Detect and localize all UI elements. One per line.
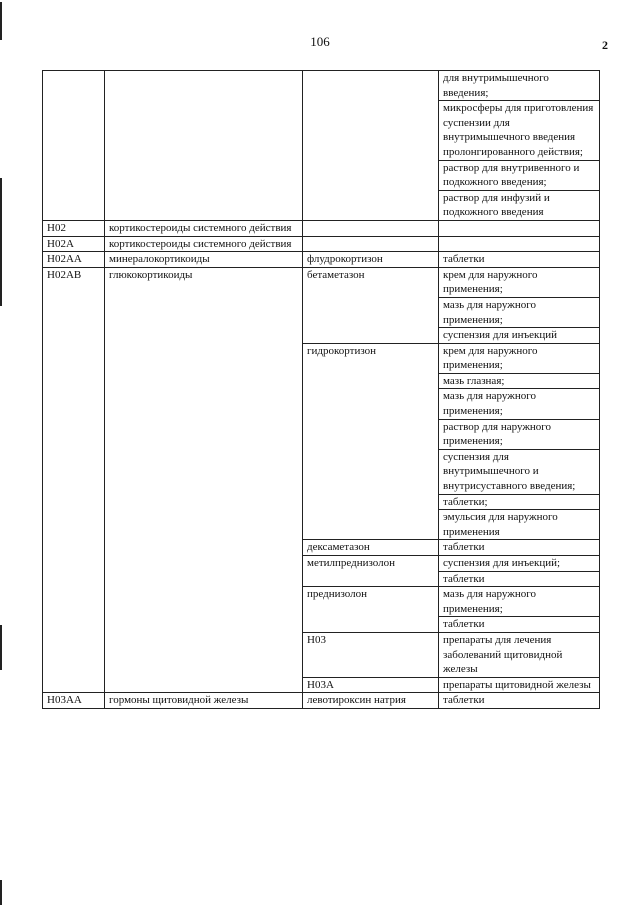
code-cell: H03A [303, 677, 439, 693]
dosage-form-cell: мазь глазная; [439, 373, 600, 389]
drug-cell [303, 236, 439, 252]
dosage-form-cell: таблетки [439, 617, 600, 633]
dosage-form-cell: таблетки [439, 693, 600, 709]
drug-cell: гидрокортизон [303, 343, 439, 540]
group-cell: кортикостероиды системного действия [105, 236, 303, 252]
left-margin-rule [0, 625, 2, 670]
dosage-form-cell: крем для наружного применения; [439, 267, 600, 297]
dosage-form-cell [439, 236, 600, 252]
left-margin-rule [0, 880, 2, 905]
code-cell [43, 71, 105, 221]
dosage-form-cell: мазь для наружного применения; [439, 587, 600, 617]
code-cell: H03AA [43, 693, 105, 709]
group-cell: глюкокортикоиды [105, 267, 303, 693]
dosage-form-cell: мазь для наружного применения; [439, 389, 600, 419]
drug-cell: дексаметазон [303, 540, 439, 556]
drug-cell: левотироксин натрия [303, 693, 439, 709]
dosage-form-cell: суспензия для внутримышечного и внутрисуставного введения; [439, 449, 600, 494]
medication-classification-table [42, 70, 600, 709]
group-cell: препараты щитовидной железы [439, 677, 600, 693]
drug-cell [303, 71, 439, 221]
dosage-form-cell: таблетки [439, 540, 600, 556]
left-margin-rule [0, 2, 2, 40]
group-cell: гормоны щитовидной железы [105, 693, 303, 709]
drug-cell: бетаметазон [303, 267, 439, 343]
code-cell: H02AA [43, 252, 105, 268]
group-cell: препараты для лечения заболеваний щитовидной железы [439, 632, 600, 677]
dosage-form-cell: таблетки [439, 252, 600, 268]
corner-mark: 2 [602, 38, 608, 52]
dosage-form-cell: мазь для наружного применения; [439, 297, 600, 327]
code-cell: H03 [303, 632, 439, 677]
table-row [43, 252, 600, 268]
dosage-form-cell: для внутримышечного введения; [439, 71, 600, 101]
drug-cell: преднизолон [303, 587, 439, 633]
dosage-form-cell [439, 220, 600, 236]
table-row [43, 693, 600, 709]
group-cell [105, 71, 303, 221]
code-cell: H02AB [43, 267, 105, 693]
code-cell: H02 [43, 220, 105, 236]
table-row [43, 220, 600, 236]
dosage-form-cell: микросферы для приготовления суспензии для внутримышечного введения пролонгированного действия; [439, 101, 600, 160]
dosage-form-cell: крем для наружного применения; [439, 343, 600, 373]
dosage-form-cell: суспензия для инъекций; [439, 556, 600, 572]
dosage-form-cell: раствор для инфузий и подкожного введения [439, 190, 600, 220]
left-margin-rule [0, 178, 2, 306]
dosage-form-cell: раствор для наружного применения; [439, 419, 600, 449]
drug-cell: метилпреднизолон [303, 556, 439, 587]
dosage-form-cell: суспензия для инъекций [439, 328, 600, 344]
group-cell: минералокортикоиды [105, 252, 303, 268]
drug-cell: флудрокортизон [303, 252, 439, 268]
dosage-form-cell: эмульсия для наружного применения [439, 510, 600, 540]
table-row [43, 236, 600, 252]
dosage-form-cell: раствор для внутривенного и подкожного введения; [439, 160, 600, 190]
table-row [43, 267, 600, 297]
code-cell: H02A [43, 236, 105, 252]
dosage-form-cell: таблетки [439, 571, 600, 587]
drug-cell [303, 220, 439, 236]
dosage-form-cell: таблетки; [439, 494, 600, 510]
table-row [43, 71, 600, 101]
page-number: 106 [310, 34, 330, 49]
group-cell: кортикостероиды системного действия [105, 220, 303, 236]
